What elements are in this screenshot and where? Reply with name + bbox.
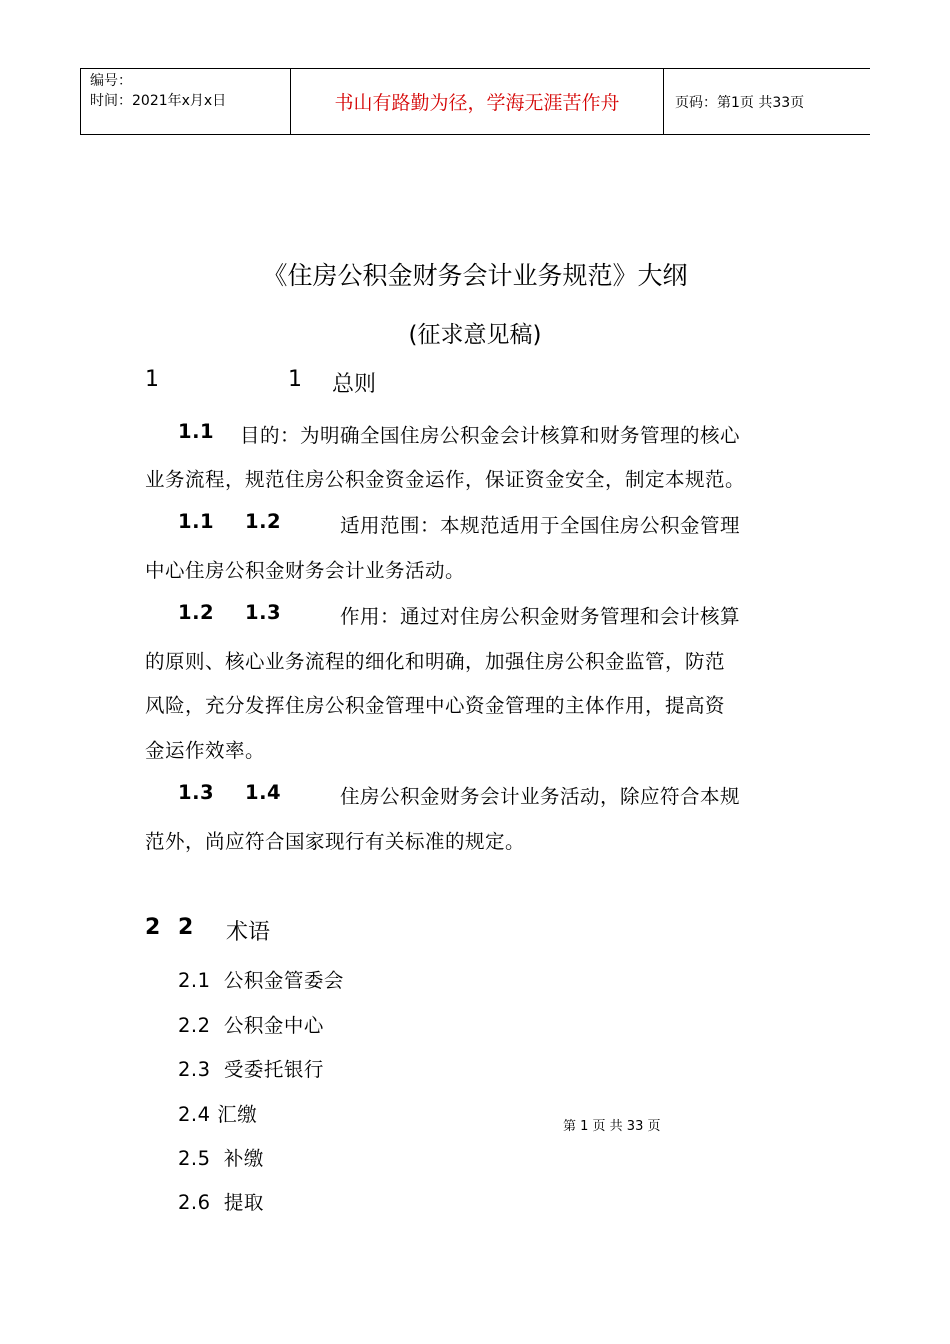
term-item: 2.1 公积金管委会 [178,969,344,992]
document-number-label: 编号： [90,73,132,89]
p4-line2: 范外，尚应符合国家现行有关标准的规定。 [145,830,526,853]
p4-number-a: 1.3 [178,781,215,804]
p2-line2: 中心住房公积金财务会计业务活动。 [145,559,466,582]
document-subtitle: (征求意见稿) [408,322,542,348]
term-item: 2.6 提取 [178,1191,264,1214]
p3-line4: 金运作效率。 [145,739,266,762]
p4-number-b: 1.4 [245,781,282,804]
p3-number-a: 1.2 [178,601,215,624]
p1-line2: 业务流程，规范住房公积金资金运作，保证资金安全，制定本规范。 [145,468,746,491]
document-title: 《住房公积金财务会计业务规范》大纲 [262,261,688,290]
p2-line1: 适用范围：本规范适用于全国住房公积金管理 [340,514,741,537]
section2-number-b: 2 [178,915,194,940]
term-item: 2.4 汇缴 [178,1103,258,1126]
section1-heading: 总则 [332,372,377,397]
p3-line1: 作用：通过对住房公积金财务管理和会计核算 [340,605,741,628]
section1-number-a: 1 [145,367,159,392]
section1-number-b: 1 [288,367,302,392]
p4-line1: 住房公积金财务会计业务活动，除应符合本规 [340,785,741,808]
p1-number: 1.1 [178,420,215,443]
footer-page-number: 第 1 页 共 33 页 [563,1119,661,1134]
p2-number-b: 1.2 [245,510,282,533]
section2-number-a: 2 [145,915,161,940]
p3-number-b: 1.3 [245,601,282,624]
p3-line2: 的原则、核心业务流程的细化和明确，加强住房公积金监管，防范 [145,650,726,673]
term-item: 2.2 公积金中心 [178,1014,324,1037]
header-motto: 书山有路勤为径，学海无涯苦作舟 [291,69,664,135]
p3-line3: 风险，充分发挥住房公积金管理中心资金管理的主体作用，提高资 [145,694,726,717]
term-item: 2.5 补缴 [178,1147,264,1170]
document-date-label: 时间：2021年x月x日 [90,93,227,109]
header-meta-cell [81,69,291,135]
p1-line1: 目的：为明确全国住房公积金会计核算和财务管理的核心 [240,424,741,447]
p2-number-a: 1.1 [178,510,215,533]
section2-heading: 术语 [226,920,271,945]
header-table [80,68,870,135]
term-item: 2.3 受委托银行 [178,1058,324,1081]
header-page-label: 页码：第1页 共33页 [664,69,871,135]
